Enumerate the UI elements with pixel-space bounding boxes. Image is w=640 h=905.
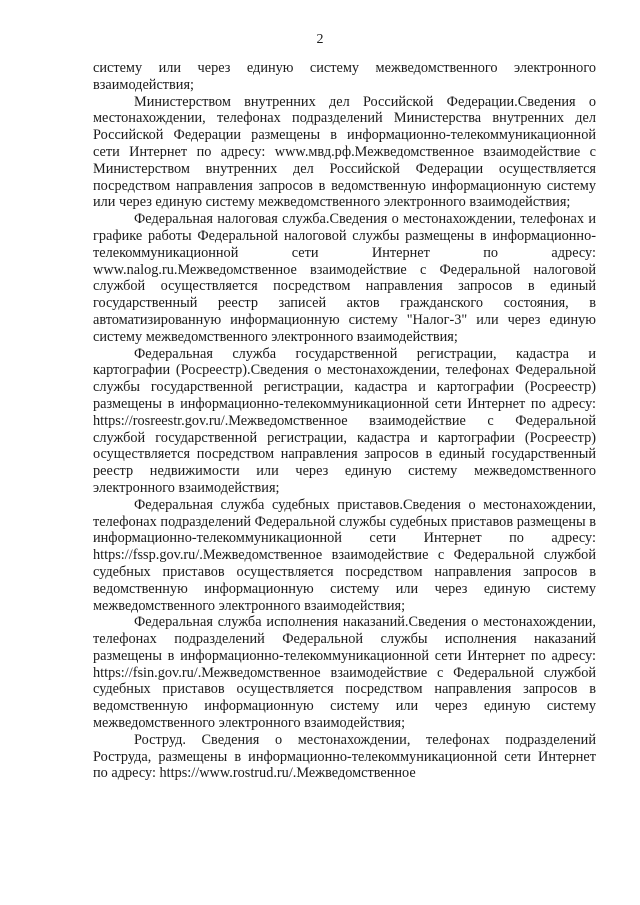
- paragraph-fsin: Федеральная служба исполнения наказаний.Сведения о местонахождении, телефонах подразделений Федеральной службы исполнения наказаний размещены в информационно-телекоммуникационной сети Интернет по адресу: https://fsin.gov.ru/.Межведомственное взаимодействие с Федеральной службой судебных приставов осуществляется посредством направления запросов в ведомственную информационную систему или через единую систему межведомственного электронного взаимодействия;: [93, 614, 596, 732]
- paragraph-fns: Федеральная налоговая служба.Сведения о местонахождении, телефонах и графике работы Федеральной налоговой службы размещены в информационно-телекоммуникационной сети Интернет по адресу: www.nalog.ru.Межведомственное взаимодействие с Федеральной налоговой службой осуществляется посредством направления запросов в единый государственный реестр записей актов гражданского состояния, в автоматизированную информационную систему "Налог-3" или через единую систему межведомственного электронного взаимодействия;: [93, 211, 596, 345]
- page-number: 2: [316, 32, 324, 47]
- paragraph-fssp: Федеральная служба судебных приставов.Сведения о местонахождении, телефонах подразделений Федеральной службы судебных приставов размещены в информационно-телекоммуникационной сети Интернет по адресу: https://fssp.gov.ru/.Межведомственное взаимодействие с Федеральной службой судебных приставов осуществляется посредством направления запросов в ведомственную информационную систему или через единую систему межведомственного электронного взаимодействия;: [93, 496, 596, 614]
- document-body: [93, 60, 596, 782]
- paragraph-rosreestr: Федеральная служба государственной регистрации, кадастра и картографии (Росреестр).Сведения о местонахождении, телефонах Федеральной службы государственной регистрации, кадастра и картографии (Росреестр) размещены в информационно-телекоммуникационной сети Интернет по адресу: https://rosreestr.gov.ru/.Межведомственное взаимодействие с Федеральной службой государственной регистрации, кадастра и картографии (Росреестр) осуществляется посредством направления запросов в единый государственный реестр недвижимости или через единую систему межведомственного электронного взаимодействия;: [93, 345, 596, 496]
- paragraph-continuation: систему или через единую систему межведомственного электронного взаимодействия;: [93, 60, 596, 93]
- paragraph-mvd: Министерством внутренних дел Российской Федерации.Сведения о местонахождении, телефонах подразделений Министерства внутренних дел Российской Федерации размещены в информационно-телекоммуникационной сети Интернет по адресу: www.мвд.рф.Межведомственное взаимодействие с Министерством внутренних дел Российской Федерации осуществляется посредством направления запросов в ведомственную информационную систему или через единую систему межведомственного электронного взаимодействия;: [93, 93, 596, 211]
- paragraph-rostrud: Роструд. Сведения о местонахождении, телефонах подразделений Роструда, размещены в информационно-телекоммуникационной сети Интернет по адресу: https://www.rostrud.ru/.Межведомственное: [93, 731, 596, 782]
